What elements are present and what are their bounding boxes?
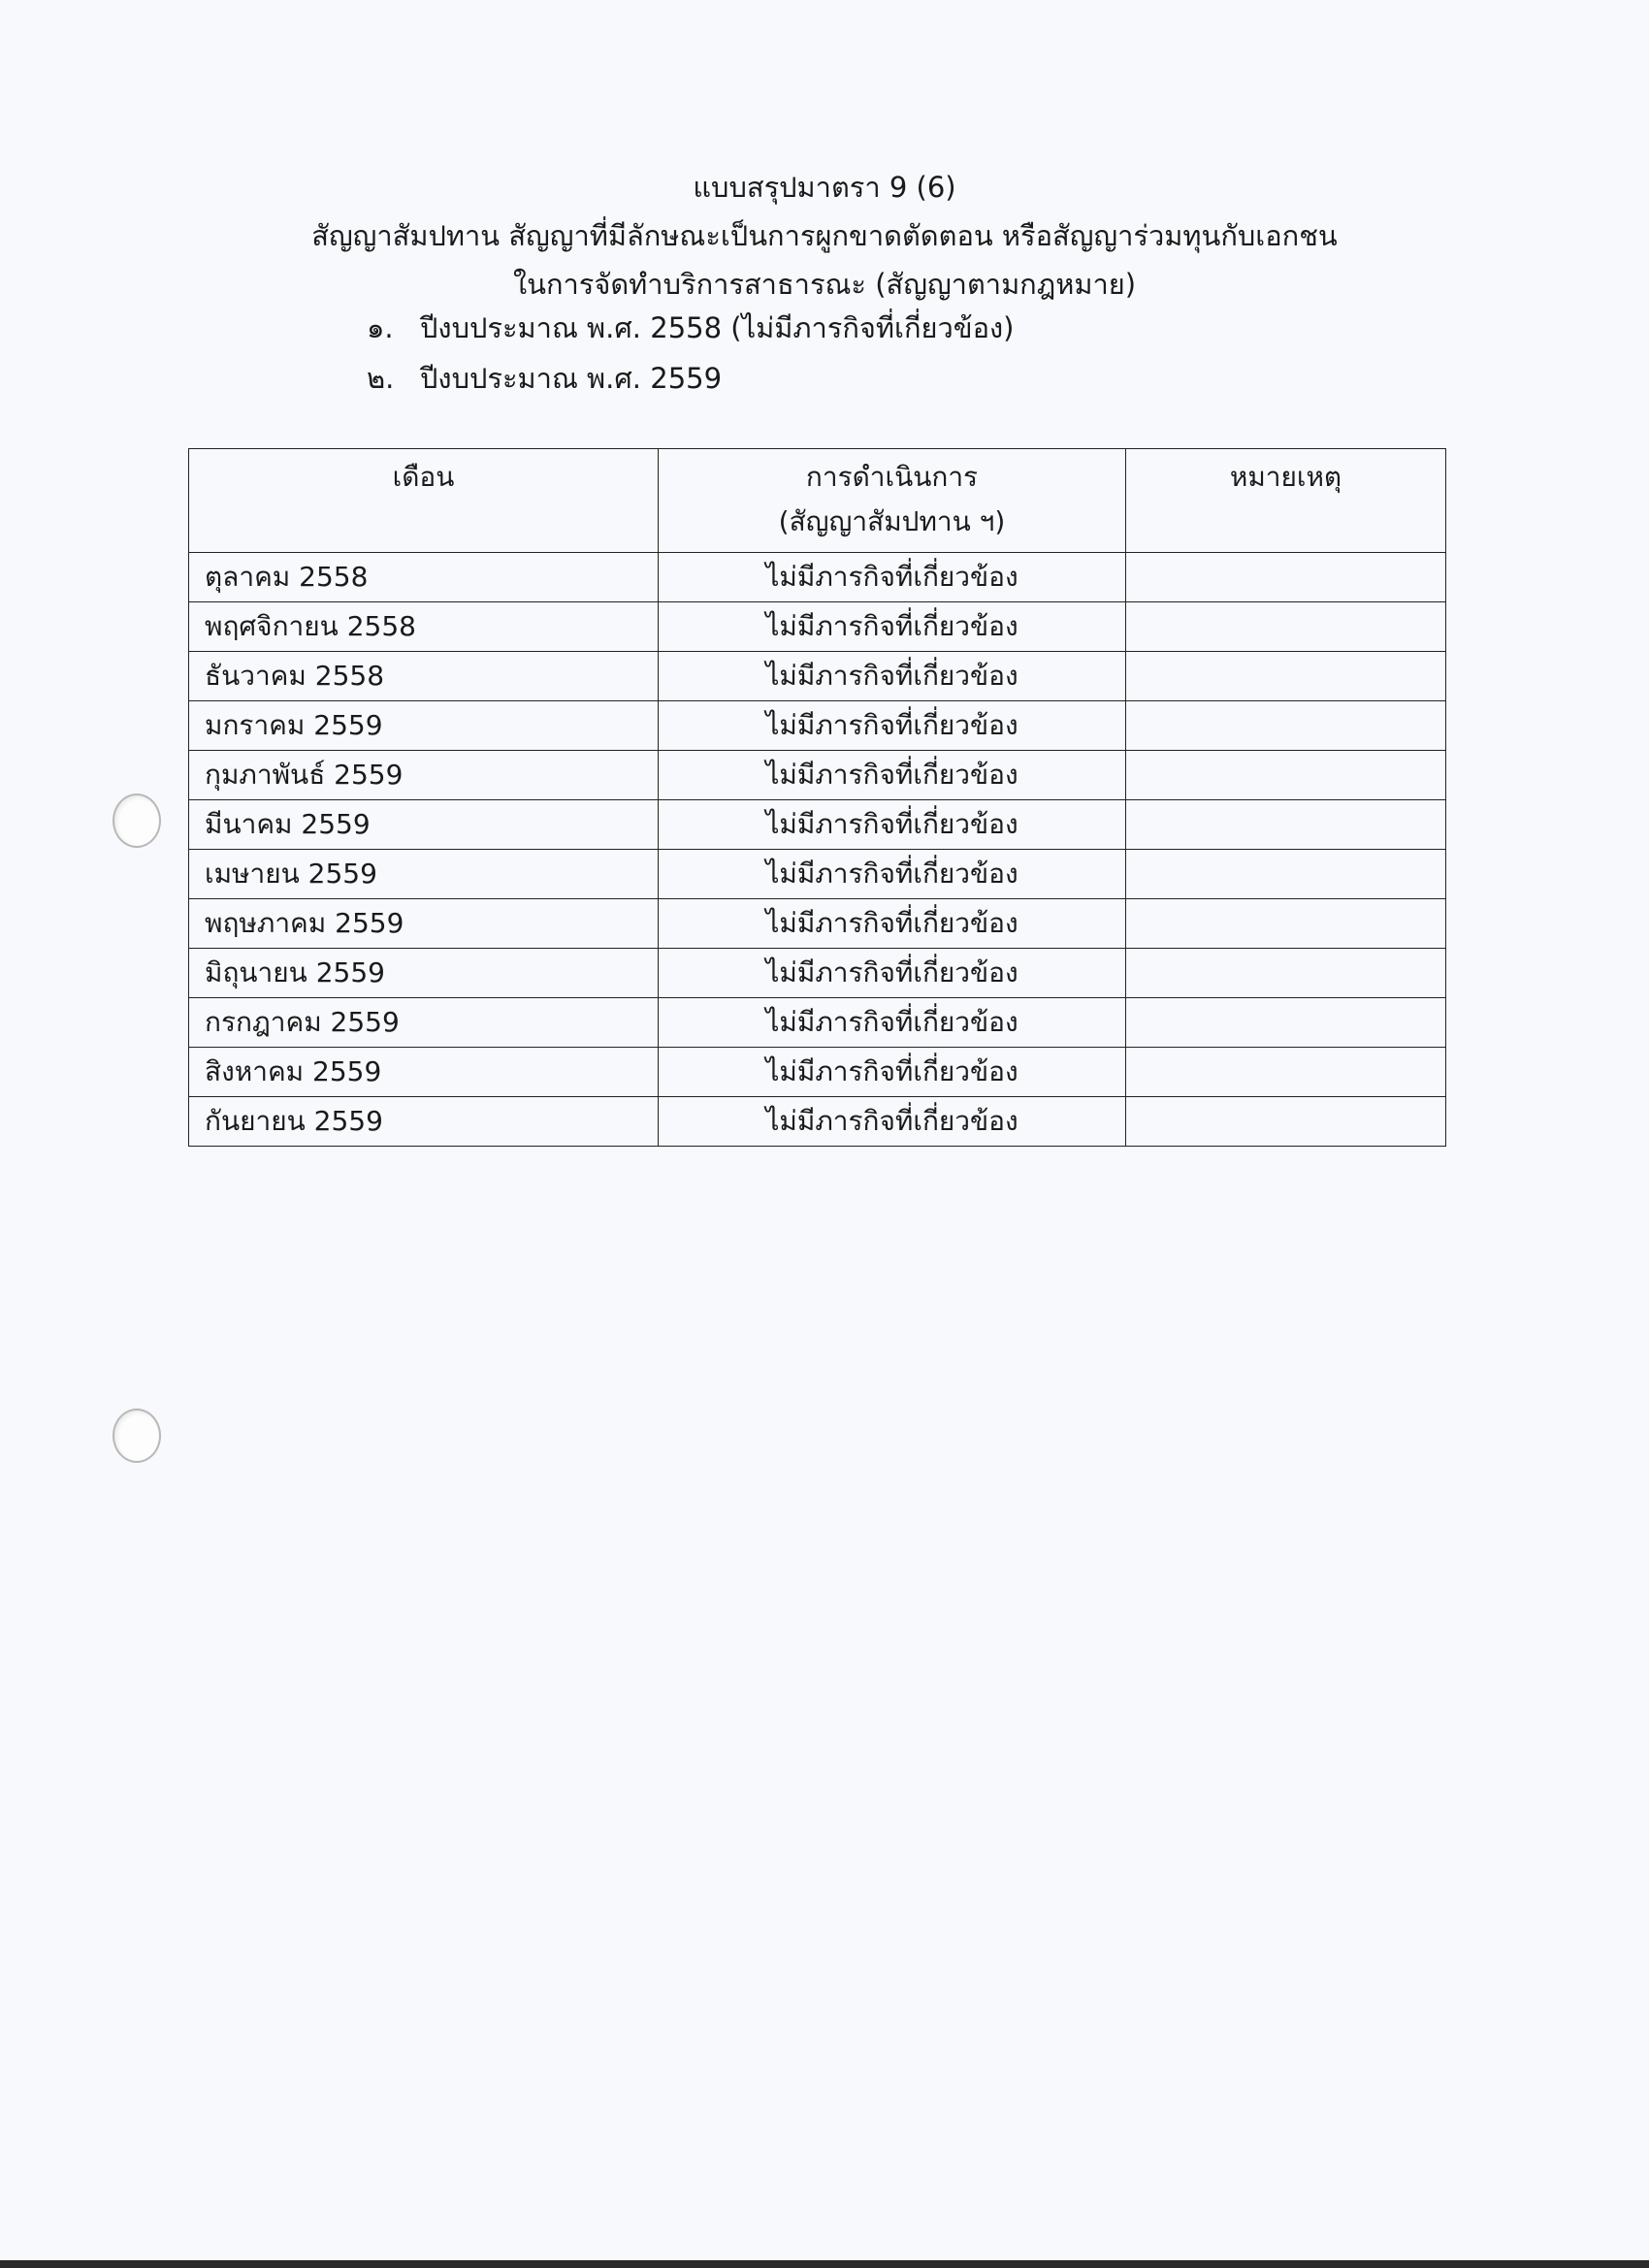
note-cell — [1126, 949, 1446, 998]
header-action-title: การดำเนินการ — [805, 461, 979, 493]
month-cell: พฤศจิกายน 2558 — [189, 602, 659, 652]
month-cell: ตุลาคม 2558 — [189, 553, 659, 602]
table-row — [189, 998, 1446, 1048]
table-body — [189, 553, 1446, 1147]
header-month: เดือน — [189, 449, 659, 553]
note-cell — [1126, 998, 1446, 1048]
header-note: หมายเหตุ — [1126, 449, 1446, 553]
note-cell — [1126, 850, 1446, 899]
month-cell: กรกฎาคม 2559 — [189, 998, 659, 1048]
item-text: ปีงบประมาณ พ.ศ. 2559 — [420, 362, 723, 395]
note-cell — [1126, 553, 1446, 602]
action-cell: ไม่มีภารกิจที่เกี่ยวข้อง — [659, 1097, 1126, 1147]
note-cell — [1126, 1097, 1446, 1147]
month-cell: มีนาคม 2559 — [189, 800, 659, 850]
punch-hole — [113, 1409, 161, 1463]
month-cell: สิงหาคม 2559 — [189, 1048, 659, 1097]
month-cell: ธันวาคม 2558 — [189, 652, 659, 701]
month-cell: เมษายน 2559 — [189, 850, 659, 899]
fiscal-year-item — [367, 303, 1015, 353]
action-cell: ไม่มีภารกิจที่เกี่ยวข้อง — [659, 602, 1126, 652]
document-subtitle-line-1: สัญญาสัมปทาน สัญญาที่มีลักษณะเป็นการผูกขาดตัดตอน หรือสัญญาร่วมทุนกับเอกชน — [311, 219, 1338, 252]
table-row — [189, 850, 1446, 899]
table-header-row — [189, 449, 1446, 553]
document-subtitle-line-2: ในการจัดทำบริการสาธารณะ (สัญญาตามกฎหมาย) — [512, 268, 1137, 301]
month-cell: มกราคม 2559 — [189, 701, 659, 751]
action-cell: ไม่มีภารกิจที่เกี่ยวข้อง — [659, 949, 1126, 998]
item-number: ๒. — [367, 362, 395, 395]
fiscal-year-list — [367, 303, 1015, 404]
month-cell: กันยายน 2559 — [189, 1097, 659, 1147]
action-cell: ไม่มีภารกิจที่เกี่ยวข้อง — [659, 998, 1126, 1048]
table-row — [189, 800, 1446, 850]
table-row — [189, 602, 1446, 652]
table-row — [189, 553, 1446, 602]
item-text: ปีงบประมาณ พ.ศ. 2558 (ไม่มีภารกิจที่เกี่ยวข้อง) — [420, 311, 1015, 344]
table-row — [189, 701, 1446, 751]
month-cell: มิถุนายน 2559 — [189, 949, 659, 998]
fiscal-year-item — [367, 353, 1015, 404]
action-cell: ไม่มีภารกิจที่เกี่ยวข้อง — [659, 751, 1126, 800]
note-cell — [1126, 1048, 1446, 1097]
month-cell: กุมภาพันธ์ 2559 — [189, 751, 659, 800]
document-header — [0, 163, 1649, 308]
action-cell: ไม่มีภารกิจที่เกี่ยวข้อง — [659, 800, 1126, 850]
header-action-subtitle: (สัญญาสัมปทาน ฯ) — [778, 505, 1006, 537]
month-cell: พฤษภาคม 2559 — [189, 899, 659, 949]
action-cell: ไม่มีภารกิจที่เกี่ยวข้อง — [659, 899, 1126, 949]
punch-hole — [113, 794, 161, 848]
item-number: ๑. — [367, 311, 394, 344]
note-cell — [1126, 652, 1446, 701]
action-cell: ไม่มีภารกิจที่เกี่ยวข้อง — [659, 652, 1126, 701]
scan-bottom-edge — [0, 2260, 1649, 2268]
table-row — [189, 1097, 1446, 1147]
document-title: แบบสรุปมาตรา 9 (6) — [693, 171, 956, 204]
note-cell — [1126, 899, 1446, 949]
action-cell: ไม่มีภารกิจที่เกี่ยวข้อง — [659, 1048, 1126, 1097]
table-row — [189, 949, 1446, 998]
table-row — [189, 652, 1446, 701]
table-row — [189, 1048, 1446, 1097]
action-cell: ไม่มีภารกิจที่เกี่ยวข้อง — [659, 850, 1126, 899]
table-row — [189, 751, 1446, 800]
note-cell — [1126, 751, 1446, 800]
action-cell: ไม่มีภารกิจที่เกี่ยวข้อง — [659, 701, 1126, 751]
note-cell — [1126, 602, 1446, 652]
note-cell — [1126, 701, 1446, 751]
action-cell: ไม่มีภารกิจที่เกี่ยวข้อง — [659, 553, 1126, 602]
note-cell — [1126, 800, 1446, 850]
summary-table — [188, 448, 1446, 1147]
header-action — [659, 449, 1126, 553]
table-row — [189, 899, 1446, 949]
